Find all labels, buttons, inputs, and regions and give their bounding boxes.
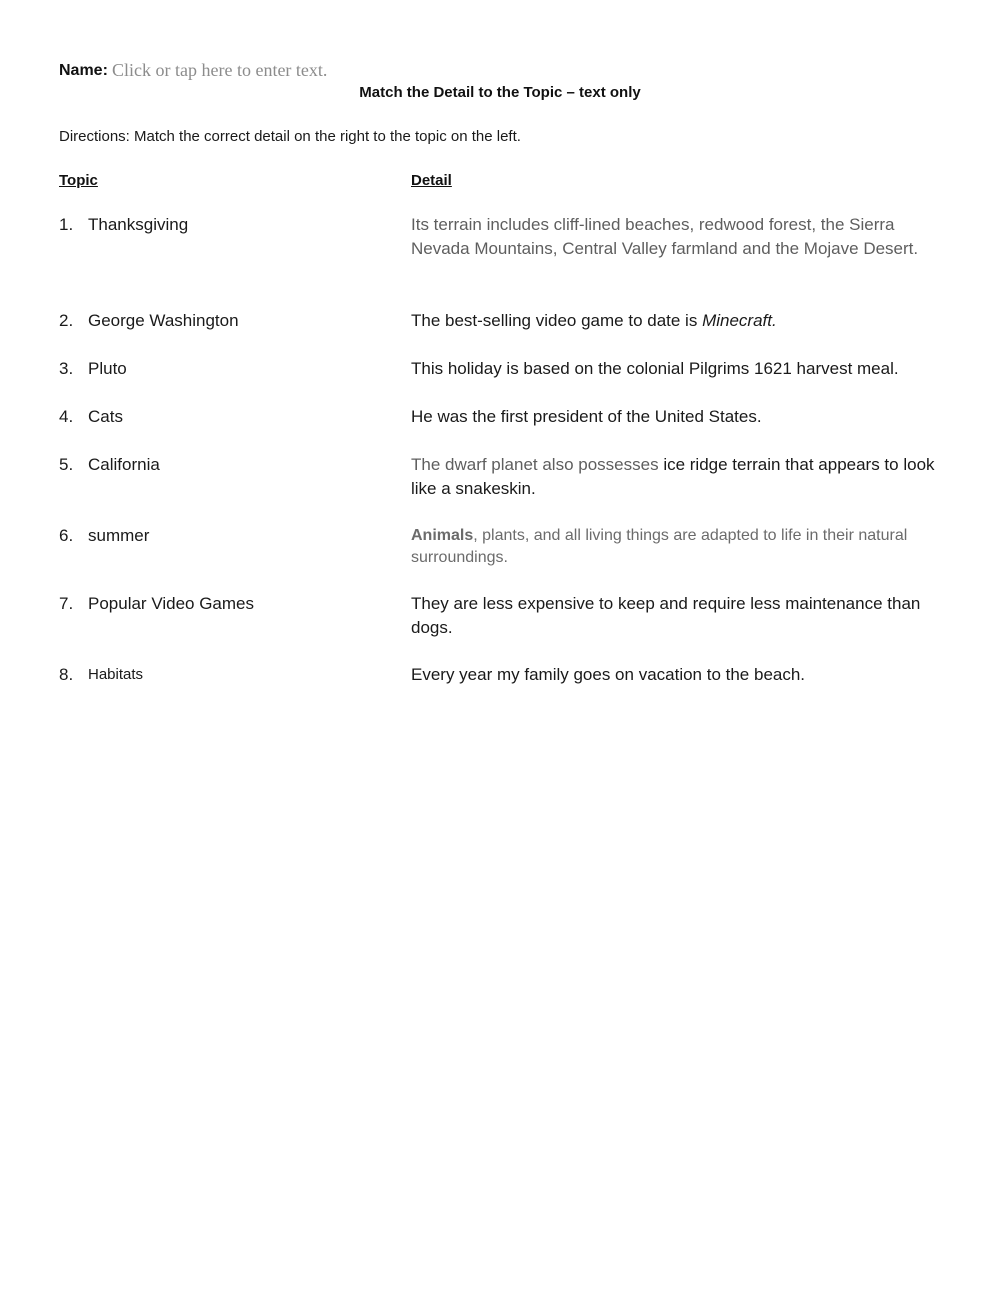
topic-number: 8. — [59, 665, 74, 684]
topic-number: 4. — [59, 407, 74, 426]
topic-item: Pluto — [88, 359, 127, 378]
topic-item: George Washington — [88, 311, 239, 330]
page-title: Match the Detail to the Topic – text only — [359, 84, 641, 101]
detail-text: The best-selling video game to date is — [411, 311, 703, 330]
topic-number: 5. — [59, 455, 74, 474]
detail-item: This holiday is based on the colonial Pilgrims 1621 harvest meal. — [411, 359, 899, 378]
detail-item: Every year my family goes on vacation to the beach. — [411, 665, 806, 684]
name-label: Name: — [59, 62, 108, 79]
topic-number: 1. — [59, 215, 74, 234]
detail-item: He was the first president of the United States. — [411, 407, 762, 426]
topic-item: summer — [88, 526, 150, 545]
detail-bold-text: Animals — [411, 527, 474, 544]
detail-italic-text: Minecraft. — [702, 311, 777, 330]
detail-item: They are less expensive to keep and require less maintenance than dogs. — [411, 594, 921, 637]
topic-item: Popular Video Games — [88, 594, 255, 613]
topic-number: 7. — [59, 594, 74, 613]
topic-number: 3. — [59, 359, 74, 378]
topic-number: 6. — [59, 526, 74, 545]
detail-gray-text: The dwarf planet also possesses — [411, 455, 664, 474]
topic-item: Thanksgiving — [88, 215, 189, 234]
directions-text: Directions: Match the correct detail on the right to the topic on the left. — [59, 128, 521, 145]
detail-text: , plants, and all living things are adapted to life in their natural surroundings. — [411, 527, 908, 566]
topic-item: Cats — [88, 407, 123, 426]
detail-text: ice ridge terrain that appears to look like a snakeskin. — [411, 455, 935, 498]
topic-item: California — [88, 455, 160, 474]
detail-item — [411, 525, 941, 569]
topic-number: 2. — [59, 311, 74, 330]
detail-item: Its terrain includes cliff-lined beaches, redwood forest, the Sierra Nevada Mountains, Central Valley farmland and the Mojave Desert. — [411, 215, 919, 258]
detail-item — [411, 453, 941, 501]
topic-column-header: Topic — [59, 172, 98, 189]
topic-item: Habitats — [88, 666, 144, 683]
name-input-field[interactable]: Click or tap here to enter text. — [112, 60, 328, 80]
detail-column-header: Detail — [411, 172, 452, 189]
detail-item — [411, 309, 941, 333]
